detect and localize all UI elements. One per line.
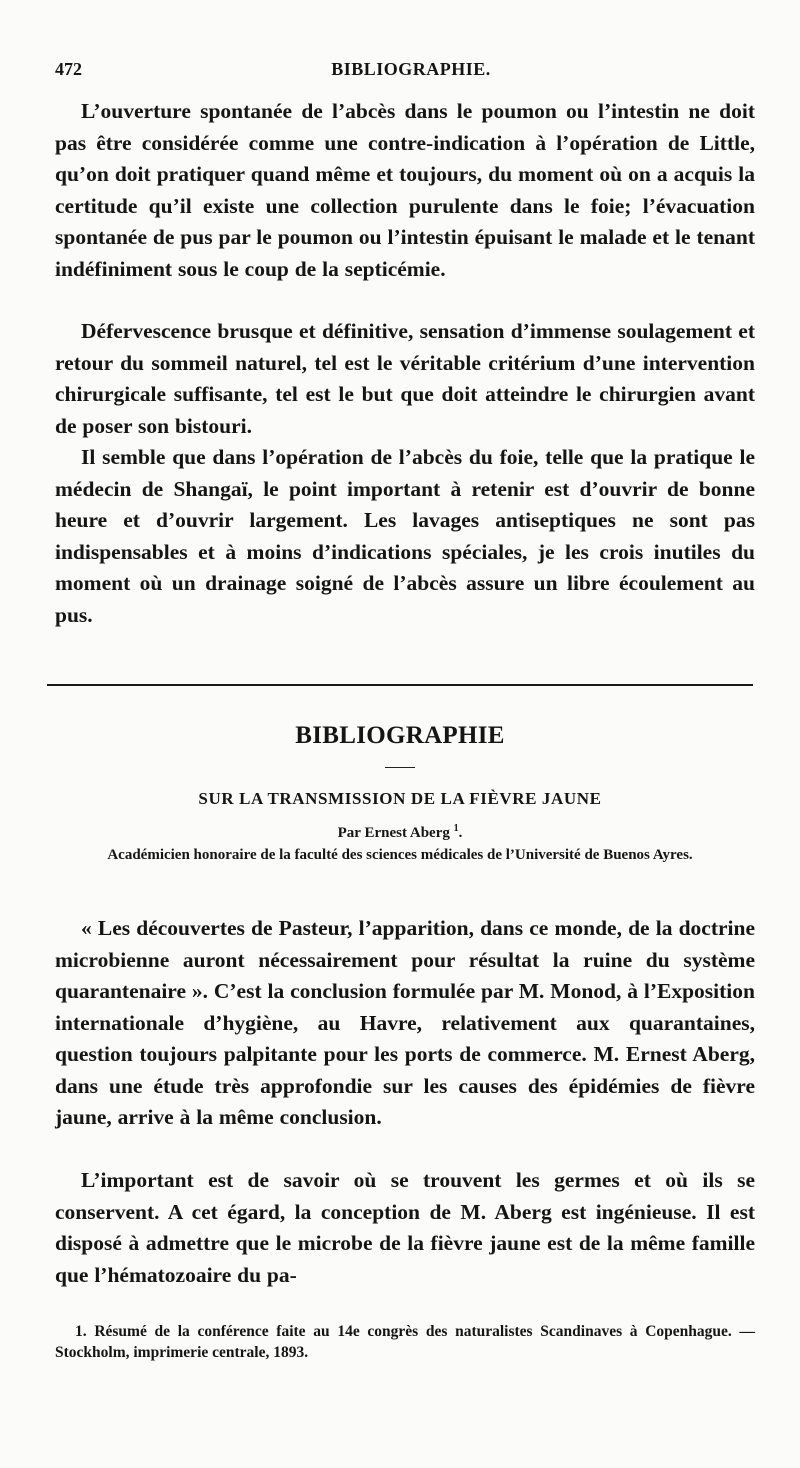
- footnote-text: 1. Résumé de la conférence faite au 14e congrès des naturalistes Scandinaves à Copenhague. — Stockholm, imprimerie centrale, 1893.: [55, 1323, 755, 1361]
- body-paragraph-3: [55, 442, 755, 631]
- author-affiliation: Académicien honoraire de la faculté des sciences médicales de l’Université de Buenos Ayres.: [107, 847, 693, 863]
- body-paragraph-2: [55, 316, 755, 442]
- footnote: [55, 1321, 755, 1363]
- section-paragraph-1: [55, 913, 755, 1134]
- section-title: BIBLIOGRAPHIE: [295, 722, 505, 749]
- running-head: [55, 59, 755, 83]
- section-divider: [47, 684, 753, 686]
- body-paragraph-text: Il semble que dans l’opération de l’abcès du foie, telle que la pratique le médecin de Shangaï, le point important à retenir est d’ouvrir de bonne heure et d’ouvrir largement. Les lavages antiseptiques ne sont pas indispensables et à moins d’indications spéciales, je les crois inutiles du moment où un drainage soigné de l’abcès assure un libre écoulement au pus.: [55, 445, 755, 627]
- page-number: 472: [55, 59, 82, 79]
- article-subtitle: SUR LA TRANSMISSION DE LA FIÈVRE JAUNE: [198, 789, 602, 808]
- byline: Par Ernest Aberg $^1$.: [337, 823, 463, 841]
- author-name: Par Ernest Aberg: [337, 825, 450, 841]
- running-title: BIBLIOGRAPHIE.: [331, 59, 491, 79]
- body-paragraph-1: [55, 96, 755, 285]
- body-paragraph-text: Défervescence brusque et définitive, sensation d’immense soulagement et retour du sommeil naturel, tel est le véritable critérium d’une intervention chirurgicale suffisante, tel est le but que doit atteindre le chirurgien avant de poser son bistouri.: [55, 319, 755, 438]
- body-paragraph-text: L’ouverture spontanée de l’abcès dans le poumon ou l’intestin ne doit pas être considérée comme une contre-indication à l’opération de Little, qu’on doit pratiquer quand même et toujours, du moment où on a acquis la certitude qu’il existe une collection purulente dans le foie; l’évacuation spontanée de pus par le poumon ou l’intestin épuisant le malade et le tenant indéfiniment sous le coup de la septicémie.: [55, 99, 755, 281]
- section-paragraph-2: [55, 1165, 755, 1291]
- title-dash: [385, 767, 415, 768]
- section-paragraph-text: « Les découvertes de Pasteur, l’apparition, dans ce monde, de la doctrine microbienne auront nécessairement pour résultat la ruine du système quarantenaire ». C’est la conclusion formulée par M. Monod, à l’Exposition internationale d’hygiène, au Havre, relativement aux quarantaines, question toujours palpitante pour les ports de commerce. M. Ernest Aberg, dans une étude très approfondie sur les causes des épidémies de fièvre jaune, arrive à la même conclusion.: [55, 916, 755, 1129]
- footnote-marker: 1: [453, 823, 459, 834]
- section-paragraph-text: L’important est de savoir où se trouvent les germes et où ils se conservent. A cet égard, la conception de M. Aberg est ingénieuse. Il est disposé à admettre que le microbe de la fièvre jaune est de la même famille que l’hématozoaire du pa-: [55, 1168, 755, 1287]
